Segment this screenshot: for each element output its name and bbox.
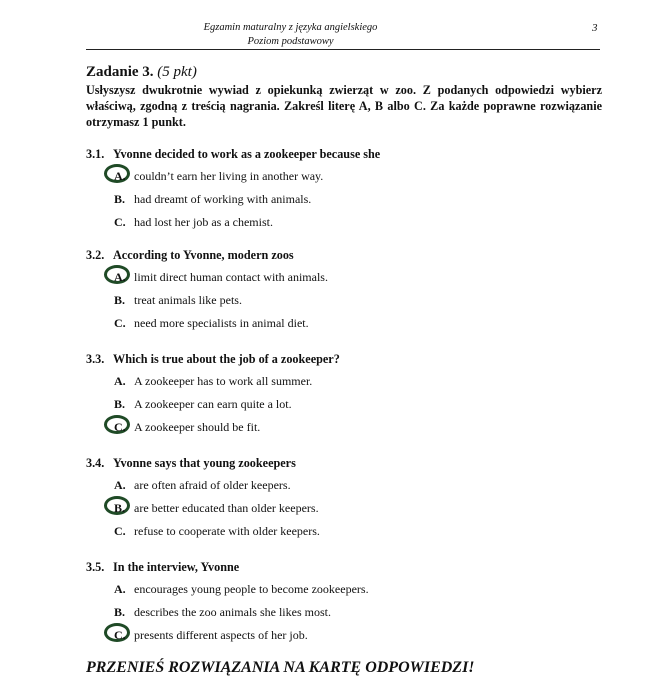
question-stem <box>86 456 606 474</box>
option-text: A zookeeper can earn quite a lot. <box>134 397 292 411</box>
question-text: In the interview, Yvonne <box>113 560 240 574</box>
option-text: need more specialists in animal diet. <box>134 316 309 330</box>
option-text: treat animals like pets. <box>134 293 242 307</box>
question-text: Which is true about the job of a zookeeper? <box>113 352 340 366</box>
option-letter: B. <box>114 605 126 619</box>
option-text: limit direct human contact with animals. <box>134 270 328 284</box>
option-text: are often afraid of older keepers. <box>134 478 291 492</box>
option-letter: B. <box>114 501 126 515</box>
question-text: Yvonne decided to work as a zookeeper because she <box>113 147 381 161</box>
option-text: describes the zoo animals she likes most. <box>134 605 331 619</box>
option-b[interactable] <box>86 497 606 520</box>
option-a[interactable] <box>86 370 606 393</box>
option-text: refuse to cooperate with older keepers. <box>134 524 320 538</box>
option-letter: A. <box>114 169 126 183</box>
option-text: couldn’t earn her living in another way. <box>134 169 324 183</box>
option-text: A zookeeper should be fit. <box>134 420 261 434</box>
option-letter: C. <box>114 524 126 538</box>
transfer-answers-note: PRZENIEŚ ROZWIĄZANIA NA KARTĘ ODPOWIEDZI! <box>86 659 475 676</box>
question-3-4 <box>86 456 606 543</box>
option-c[interactable] <box>86 624 606 647</box>
question-stem <box>86 352 606 370</box>
option-c[interactable] <box>86 211 606 234</box>
option-a[interactable] <box>86 266 606 289</box>
option-letter: B. <box>114 192 126 206</box>
option-c[interactable] <box>86 416 606 439</box>
option-letter: A. <box>114 478 126 492</box>
option-c[interactable] <box>86 520 606 543</box>
question-3-3 <box>86 352 606 439</box>
question-text: According to Yvonne, modern zoos <box>113 248 294 262</box>
option-letter: C. <box>114 316 126 330</box>
option-text: presents different aspects of her job. <box>134 628 308 642</box>
option-b[interactable] <box>86 393 606 416</box>
question-number: 3.3. <box>86 352 105 366</box>
page-number: 3 <box>592 22 598 34</box>
question-stem <box>86 248 606 266</box>
question-stem <box>86 560 606 578</box>
question-number: 3.1. <box>86 147 105 161</box>
task-instructions: Usłyszysz dwukrotnie wywiad z opiekunką zwierząt w zoo. Z podanych odpowiedzi wybierz właściwą, zgodną z treścią nagrania. Zakreśl literę A, B albo C. Za każde poprawne rozwiązanie otrzymasz 1 punkt. <box>86 83 602 129</box>
question-stem <box>86 147 606 165</box>
question-number: 3.5. <box>86 560 105 574</box>
option-text: had dreamt of working with animals. <box>134 192 312 206</box>
question-3-2 <box>86 248 606 335</box>
option-b[interactable] <box>86 289 606 312</box>
option-letter: A. <box>114 582 126 596</box>
question-number: 3.4. <box>86 456 105 470</box>
option-text: encourages young people to become zookeepers. <box>134 582 369 596</box>
option-text: A zookeeper has to work all summer. <box>134 374 313 388</box>
option-a[interactable] <box>86 578 606 601</box>
task-title-text: Zadanie 3. <box>86 64 154 80</box>
option-b[interactable] <box>86 188 606 211</box>
question-3-1 <box>86 147 606 234</box>
option-letter: B. <box>114 293 126 307</box>
option-letter: B. <box>114 397 126 411</box>
option-text: had lost her job as a chemist. <box>134 215 273 229</box>
question-text: Yvonne says that young zookeepers <box>113 456 296 470</box>
option-letter: A. <box>114 374 126 388</box>
question-number: 3.2. <box>86 248 105 262</box>
option-letter: C. <box>114 420 126 434</box>
question-3-5 <box>86 560 606 647</box>
header-divider <box>86 49 600 50</box>
task-title <box>86 64 602 81</box>
task-intro <box>86 64 602 130</box>
option-letter: C. <box>114 628 126 642</box>
exam-level: Poziom podstawowy <box>247 36 334 47</box>
option-c[interactable] <box>86 312 606 335</box>
option-b[interactable] <box>86 601 606 624</box>
option-a[interactable] <box>86 474 606 497</box>
option-letter: C. <box>114 215 126 229</box>
exam-title: Egzamin maturalny z języka angielskiego <box>203 22 378 33</box>
option-a[interactable] <box>86 165 606 188</box>
task-points: (5 pkt) <box>157 64 197 80</box>
option-text: are better educated than older keepers. <box>134 501 319 515</box>
option-letter: A. <box>114 270 126 284</box>
